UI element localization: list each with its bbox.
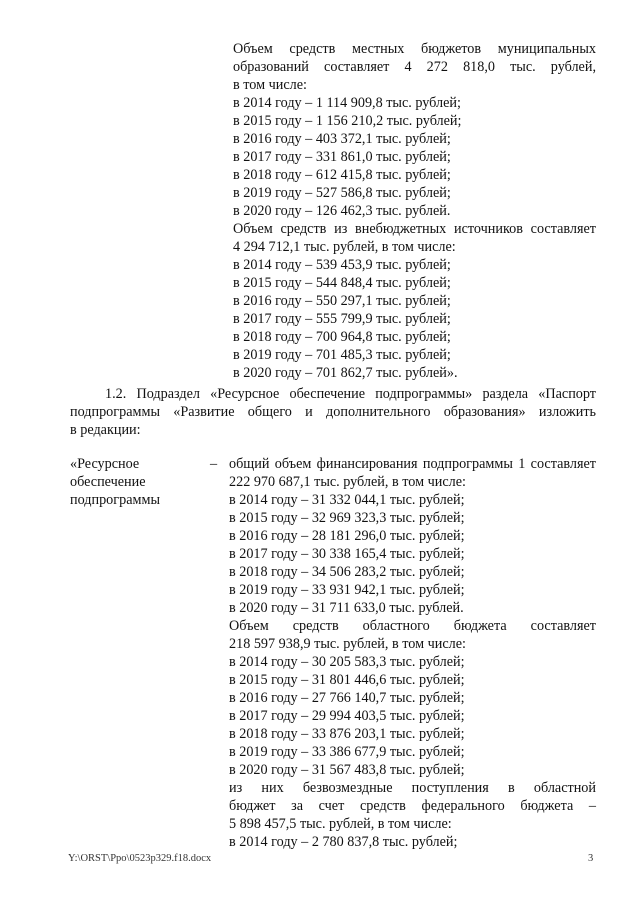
total-year-2015: в 2015 году – 32 969 323,3 тыс. рублей; <box>229 510 465 526</box>
regional-year-2018: в 2018 году – 33 876 203,1 тыс. рублей; <box>229 726 465 742</box>
section-line-2: подпрограммы «Развитие общего и дополнительного образования» изложить <box>70 404 596 420</box>
regional-line-2: 218 597 938,9 тыс. рублей, в том числе: <box>229 636 466 652</box>
regional-year-2014: в 2014 году – 30 205 583,3 тыс. рублей; <box>229 654 465 670</box>
federal-line-3: 5 898 457,5 тыс. рублей, в том числе: <box>229 816 452 832</box>
extra-year-2014: в 2014 году – 539 453,9 тыс. рублей; <box>233 257 451 273</box>
federal-line-1: из них безвозмездные поступления в областной <box>229 780 596 796</box>
extra-budget-line-1: Объем средств из внебюджетных источников составляет <box>233 221 596 237</box>
extra-year-2016: в 2016 году – 550 297,1 тыс. рублей; <box>233 293 451 309</box>
local-year-2017: в 2017 году – 331 861,0 тыс. рублей; <box>233 149 451 165</box>
extra-budget-line-2: 4 294 712,1 тыс. рублей, в том числе: <box>233 239 456 255</box>
local-budget-line-1: Объем средств местных бюджетов муниципальных <box>233 41 596 57</box>
regional-year-2019: в 2019 году – 33 386 677,9 тыс. рублей; <box>229 744 465 760</box>
local-year-2019: в 2019 году – 527 586,8 тыс. рублей; <box>233 185 451 201</box>
footer-file-path: Y:\ORST\Ppo\0523p329.f18.docx <box>68 853 212 864</box>
total-year-2017: в 2017 году – 30 338 165,4 тыс. рублей; <box>229 546 465 562</box>
section-line-1: 1.2. Подраздел «Ресурсное обеспечение подпрограммы» раздела «Паспорт <box>105 386 596 402</box>
extra-year-2020: в 2020 году – 701 862,7 тыс. рублей». <box>233 365 458 381</box>
total-line-2: 222 970 687,1 тыс. рублей, в том числе: <box>229 474 466 490</box>
local-year-2018: в 2018 году – 612 415,8 тыс. рублей; <box>233 167 451 183</box>
extra-year-2019: в 2019 году – 701 485,3 тыс. рублей; <box>233 347 451 363</box>
label-dash: – <box>210 456 218 472</box>
total-year-2014: в 2014 году – 31 332 044,1 тыс. рублей; <box>229 492 465 508</box>
resource-label-2: обеспечение <box>70 474 146 490</box>
local-year-2014: в 2014 году – 1 114 909,8 тыс. рублей; <box>233 95 461 111</box>
extra-year-2018: в 2018 году – 700 964,8 тыс. рублей; <box>233 329 451 345</box>
regional-line-1: Объем средств областного бюджета составляет <box>229 618 596 634</box>
extra-year-2017: в 2017 году – 555 799,9 тыс. рублей; <box>233 311 451 327</box>
total-year-2019: в 2019 году – 33 931 942,1 тыс. рублей; <box>229 582 465 598</box>
federal-line-2: бюджет за счет средств федерального бюджета – <box>229 798 596 814</box>
local-year-2016: в 2016 году – 403 372,1 тыс. рублей; <box>233 131 451 147</box>
local-year-2015: в 2015 году – 1 156 210,2 тыс. рублей; <box>233 113 462 129</box>
total-year-2020: в 2020 году – 31 711 633,0 тыс. рублей. <box>229 600 464 616</box>
federal-year-2014: в 2014 году – 2 780 837,8 тыс. рублей; <box>229 834 458 850</box>
extra-year-2015: в 2015 году – 544 848,4 тыс. рублей; <box>233 275 451 291</box>
total-line-1: общий объем финансирования подпрограммы 1 составляет <box>229 456 596 472</box>
section-line-3: в редакции: <box>70 422 141 438</box>
regional-year-2016: в 2016 году – 27 766 140,7 тыс. рублей; <box>229 690 465 706</box>
local-budget-line-3: в том числе: <box>233 77 307 93</box>
regional-year-2015: в 2015 году – 31 801 446,6 тыс. рублей; <box>229 672 465 688</box>
resource-label-3: подпрограммы <box>70 492 160 508</box>
resource-label-1: «Ресурсное <box>70 456 140 472</box>
regional-year-2017: в 2017 году – 29 994 403,5 тыс. рублей; <box>229 708 465 724</box>
regional-year-2020: в 2020 году – 31 567 483,8 тыс. рублей; <box>229 762 465 778</box>
page-number: 3 <box>588 853 594 864</box>
total-year-2016: в 2016 году – 28 181 296,0 тыс. рублей; <box>229 528 465 544</box>
total-year-2018: в 2018 году – 34 506 283,2 тыс. рублей; <box>229 564 465 580</box>
local-budget-line-2: образований составляет 4 272 818,0 тыс. рублей, <box>233 59 596 75</box>
local-year-2020: в 2020 году – 126 462,3 тыс. рублей. <box>233 203 451 219</box>
